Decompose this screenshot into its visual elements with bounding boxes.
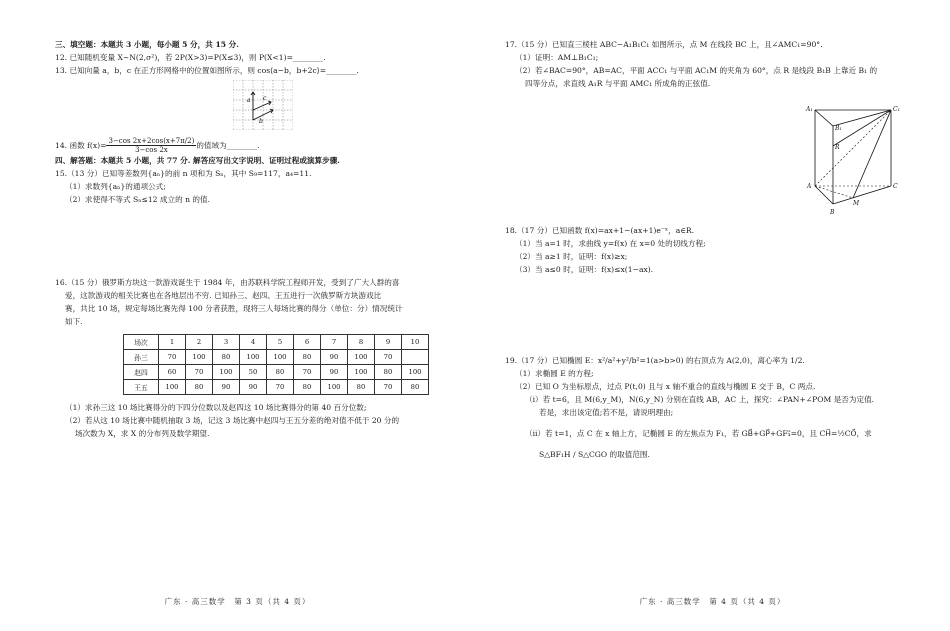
prism-figure — [803, 104, 903, 223]
question-19-part-1: （1）求椭圆 E 的方程; — [515, 369, 594, 378]
label-B: B — [830, 209, 835, 216]
question-16-line-2: 爱，这款游戏的相关比赛也在各地层出不穷. 已知孙三、赵四、王五进行一次俄罗斯方块游戏比 — [65, 291, 382, 300]
q14-fraction — [106, 137, 196, 154]
q14-denominator: 3−cos 2x — [135, 146, 168, 154]
label-R: R — [835, 144, 840, 151]
table-row: 王五 100 80 90 90 70 80 100 80 70 80 — [124, 380, 429, 395]
label-B1: B₁ — [835, 125, 842, 132]
table-header-row: 场次 1 2 3 4 5 6 7 8 9 10 — [124, 335, 429, 350]
question-16-line-3: 赛，共比 10 场，规定每场比赛先得 100 分者获胜，现将三人每场比赛的得分（单位：分）情况统计 — [65, 304, 403, 313]
label-M: M — [853, 200, 860, 207]
question-16-part-2a: （2）若从这 10 场比赛中随机抽取 3 场，记这 3 场比赛中赵四与王五分差的绝对值不低于 20 分的 — [65, 416, 400, 425]
question-17-part-2a: （2）若∠BAC=90°，AB=AC，平面 ACC₁ 与平面 AC₁M 的夹角为 60°，点 R 是线段 B₁B 上靠近 B₁ 的 — [515, 66, 878, 75]
question-17: 17.（15 分）已知直三棱柱 ABC−A₁B₁C₁ 如图所示，点 M 在线段 BC 上，且∠AMC₁=90°. — [505, 40, 823, 49]
question-19-part-2i-b: 若是，求出该定值;若不是，请说明理由; — [539, 408, 674, 417]
question-14 — [55, 137, 457, 154]
section-3-title: 三、填空题：本题共 3 小题，每小题 5 分，共 15 分. — [55, 40, 239, 49]
table-row: 孙三 70 100 80 100 100 80 90 100 70 — [124, 350, 429, 365]
question-18: 18.（17 分）已知函数 f(x)=ax+1−(ax+1)e⁻ˣ，a∈R. — [505, 226, 694, 235]
vector-c-label: c — [263, 95, 267, 102]
table-row: 赵四 60 70 100 50 80 70 90 100 80 100 — [124, 365, 429, 380]
q14-suffix: 的值域为________. — [196, 141, 260, 150]
question-15-part-2: （2）求使得不等式 Sₙ≤12 成立的 n 的值. — [65, 195, 211, 204]
q14-prefix: 14. 函数 f(x)= — [55, 141, 107, 150]
vector-a-label: a — [247, 97, 251, 104]
question-15-part-1: （1）求数列{aₙ}的通项公式; — [65, 182, 166, 191]
question-12: 12. 已知随机变量 X∼N(2,σ²)，若 2P(X>3)=P(X≤3)，则 P(X<1)=________. — [55, 53, 326, 62]
label-C: C — [893, 183, 898, 190]
question-16-part-1: （1）求孙三这 10 场比赛得分的下四分位数以及赵四这 10 场比赛得分的第 40 百分位数; — [65, 403, 367, 412]
question-18-part-3: （3）当 a≤0 时，证明：f(x)≤x(1−ax). — [515, 265, 654, 274]
question-19-part-2ii-b: S△BF₁H / S△CGO 的取值范围. — [539, 450, 650, 459]
question-16-part-2b: 场次数为 X，求 X 的分布列及数学期望. — [75, 429, 210, 438]
question-16-line-4: 如下. — [65, 317, 83, 326]
footer-page-4: 广东 · 高三数学 第 4 页（共 4 页） — [639, 597, 786, 606]
section-4-title: 四、解答题：本题共 5 小题，共 77 分. 解答应写出文字说明、证明过程或演算步骤. — [55, 156, 340, 165]
question-13: 13. 已知向量 a，b，c 在正方形网格中的位置如图所示，则 cos⟨a−b，b+2c⟩=________. — [55, 66, 359, 75]
vector-grid-figure — [233, 80, 457, 134]
footer-page-3: 广东 · 高三数学 第 3 页（共 4 页） — [164, 597, 311, 606]
question-15: 15.（13 分）已知等差数列{aₙ}的前 n 项和为 Sₙ，其中 S₉=117，a₄=11. — [55, 169, 312, 178]
label-A1: A₁ — [806, 106, 813, 113]
question-19: 19.（17 分）已知椭圆 E：x²/a²+y²/b²=1(a>b>0) 的右顶点为 A(2,0)，离心率为 1/2. — [505, 356, 805, 365]
label-C1: C₁ — [893, 106, 900, 113]
question-17-part-2b: 四等分点，求直线 A₁R 与平面 AMC₁ 所成角的正弦值. — [525, 79, 711, 88]
question-19-part-2ii-a: （ii）若 t=1，点 C 在 x 轴上方，记椭圆 E 的左焦点为 F₁，若 GB⃗+GP⃗+GF₁⃗=0，且 CH⃗=½CO⃗，求 — [525, 429, 872, 438]
page-4 — [475, 0, 950, 631]
q14-numerator: 3−cos 2x+2cos(x+7π/2) — [108, 137, 195, 145]
question-19-part-2: （2）已知 O 为坐标原点，过点 P(t,0) 且与 x 轴不重合的直线与椭圆 E 交于 B，C 两点. — [515, 382, 816, 391]
question-19-part-2i-a: （i）若 t=6，且 M(6,y_M)，N(6,y_N) 分别在直线 AB，AC 上，探究：∠PAN+∠POM 是否为定值. — [525, 395, 875, 404]
question-17-part-1: （1）证明：AM⊥B₁C₁; — [515, 53, 599, 62]
question-18-part-1: （1）当 a=1 时，求曲线 y=f(x) 在 x=0 处的切线方程; — [515, 239, 706, 248]
question-18-part-2: （2）当 a≥1 时，证明：f(x)≥x; — [515, 252, 628, 261]
vector-b-label: b — [259, 118, 263, 125]
label-A: A — [807, 183, 812, 190]
score-table — [123, 334, 429, 395]
question-16-line-1: 16.（15 分）俄罗斯方块这一款游戏诞生于 1984 年，由苏联科学院工程师开发，受到了广大人群的喜 — [55, 278, 400, 287]
